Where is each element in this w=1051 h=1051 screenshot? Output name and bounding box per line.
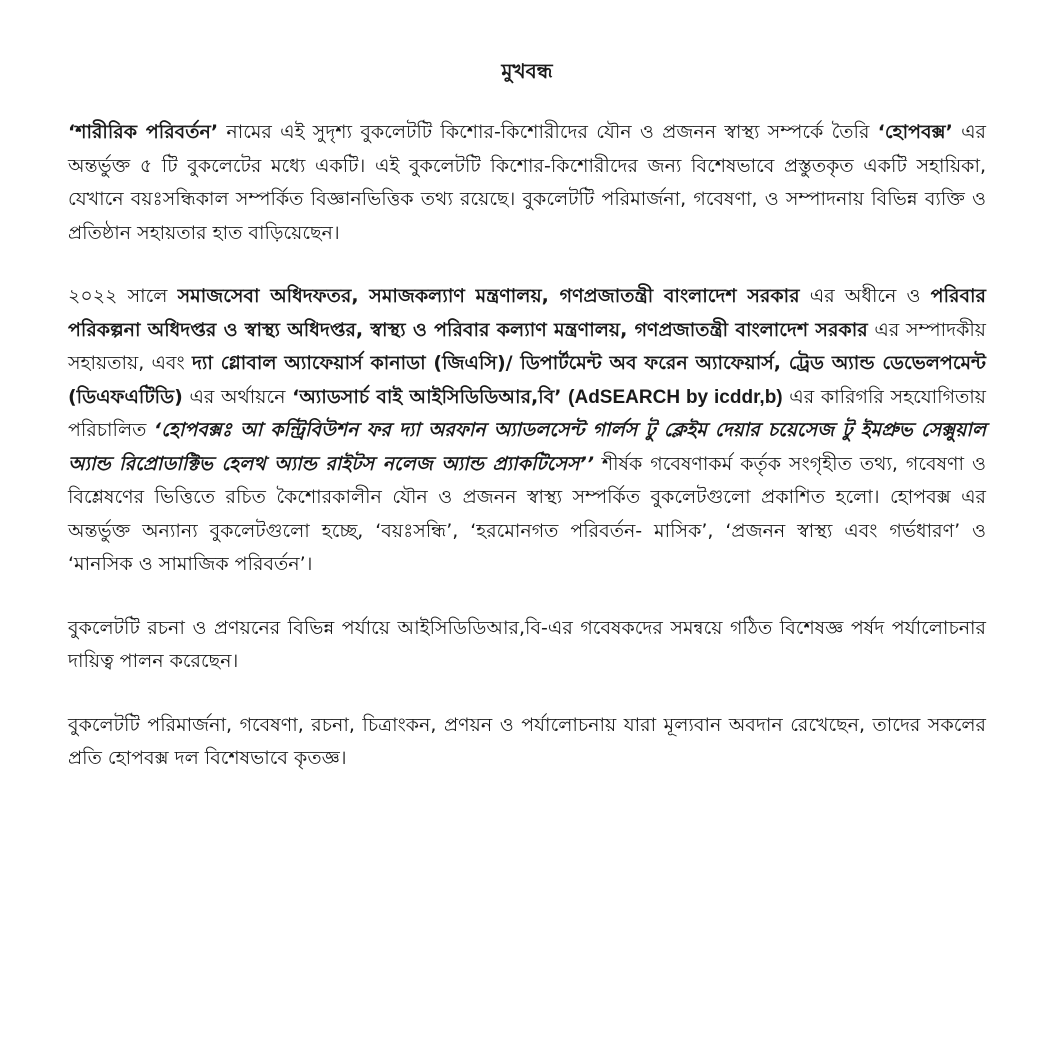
paragraph-support xyxy=(68,280,986,582)
paragraph-acknowledgement: বুকলেটটি পরিমার্জনা, গবেষণা, রচনা, চিত্রাংকন, প্রণয়ন ও পর্যালোচনায় যারা মূল্যবান অবদান রেখেছেন, তাদের সকলের প্রতি হোপবক্স দল বিশেষভাবে কৃতজ্ঞ। xyxy=(68,713,986,769)
page-title: মুখবন্ধ xyxy=(501,59,553,83)
hopebox-name: ‘হোপবক্স’ xyxy=(877,121,953,143)
support-text-3: এর সম্পাদকীয় সহায়তায়, এবং xyxy=(68,318,986,374)
foreword-page xyxy=(68,56,986,806)
support-text-2: এর অধীনে ও xyxy=(799,285,931,307)
paragraph-intro xyxy=(68,116,986,250)
org-adsearch-latin: (AdSEARCH by icddr,b) xyxy=(568,386,783,408)
org-social-services: সমাজসেবা অধিদফতর, সমাজকল্যাণ মন্ত্রণালয়, গণপ্রজাতন্ত্রী বাংলাদেশ সরকার xyxy=(177,285,800,307)
org-adsearch-bn: ‘অ্যাডসার্চ বাই আইসিডিডিআর,বি’ xyxy=(292,385,562,408)
support-text-4: এর অর্থায়নে xyxy=(182,385,293,408)
paragraph-review: বুকলেটটি রচনা ও প্রণয়নের বিভিন্ন পর্যায়ে আইসিডিডিআর,বি-এর গবেষকদের সমন্বয়ে গঠিত বিশেষজ্ঞ পর্ষদ পর্যালোচনার দায়িত্ব পালন করেছেন। xyxy=(68,616,986,672)
support-text-1: ২০২২ সালে xyxy=(68,285,178,307)
org-global-affairs-canada: দ্যা গ্লোবাল অ্যাফেয়ার্স কানাডা (জিএসি)/ ডিপার্টমেন্ট অব ফরেন অ্যাফেয়ার্স, ট্রেড অ্যান্ড ডেভেলপমেন্ট (ডিএফএটিডি) xyxy=(68,352,986,408)
org-family-planning-health: পরিবার পরিকল্পনা অধিদপ্তর ও স্বাস্থ্য অধিদপ্তর, স্বাস্থ্য ও পরিবার কল্যাণ মন্ত্রণালয়, গণপ্রজাতন্ত্রী বাংলাদেশ সরকার xyxy=(68,285,986,341)
support-text-7: শীর্ষক গবেষণাকর্ম কর্তৃক সংগৃহীত তথ্য, গবেষণা ও বিশ্লেষণের ভিত্তিতে রচিত কৈশোরকালীন যৌন ও প্রজনন স্বাস্থ্য সম্পর্কিত বুকলেটগুলো প্রকাশিত হলো। হোপবক্স এর অন্তর্ভুক্ত অন্যান্য বুকলেটগুলো হচ্ছে, ‘বয়ঃসন্ধি’, ‘হরমোনগত পরিবর্তন- মাসিক’, ‘প্রজনন স্বাস্থ্য এবং গর্ভধারণ’ ও ‘মানসিক ও সামাজিক পরিবর্তন’। xyxy=(68,452,986,575)
intro-text-2: এর অন্তর্ভুক্ত ৫ টি বুকলেটের মধ্যে একটি। এই বুকলেটটি কিশোর-কিশোরীদের জন্য বিশেষভাবে প্রস্তুতকৃত একটি সহায়িকা, যেখানে বয়ঃসন্ধিকাল সম্পর্কিত বিজ্ঞানভিত্তিক তথ্য রয়েছে। বুকলেটটি পরিমার্জনা, গবেষণা, ও সম্পাদনায় বিভিন্ন ব্যক্তি ও প্রতিষ্ঠান সহায়তার হাত বাড়িয়েছেন। xyxy=(68,121,986,244)
intro-text-1: নামের এই সুদৃশ্য বুকলেটটি কিশোর-কিশোরীদের যৌন ও প্রজনন স্বাস্থ্য সম্পর্কে তৈরি xyxy=(218,121,878,143)
support-text-6: এর কারিগরি সহযোগিতায় পরিচালিত xyxy=(68,385,986,441)
booklet-name: ‘শারীরিক পরিবর্তন’ xyxy=(68,121,219,143)
project-title: ‘হোপবক্সঃ আ কন্ট্রিবিউশন ফর দ্যা অরফান অ্যাডলসেন্ট গার্লস টু ক্লেইম দেয়ার চয়েসেজ টু ইমপ্রুভ সেক্সুয়াল অ্যান্ড রিপ্রোডাক্টিভ হেলথ অ্যান্ড রাইটস নলেজ অ্যান্ড প্র্যাকটিসেস’’ xyxy=(68,419,986,475)
